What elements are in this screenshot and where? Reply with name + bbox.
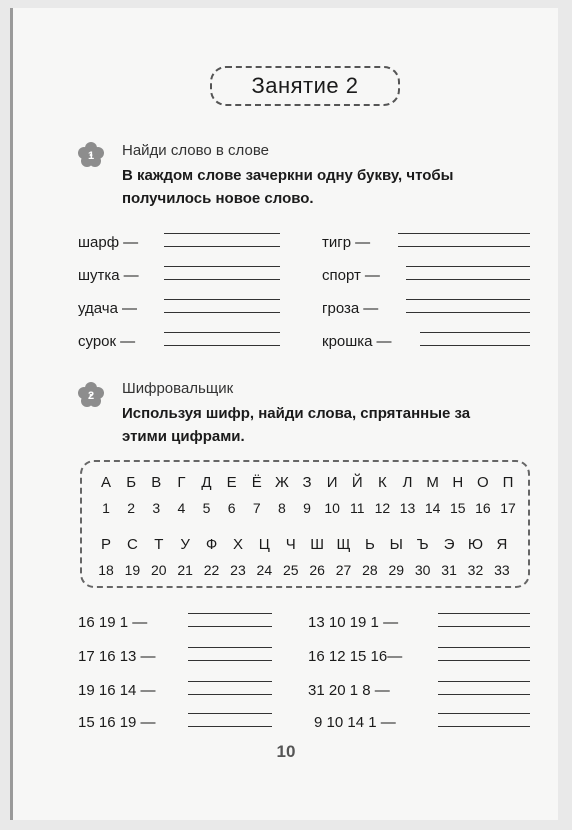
cipher-number: 1 bbox=[102, 500, 110, 516]
cipher-letters-row bbox=[96, 474, 518, 491]
page-title: Занятие 2 bbox=[210, 66, 400, 106]
cipher-letter: Ш bbox=[310, 536, 324, 553]
cipher-letter: Я bbox=[496, 536, 508, 553]
cipher-letter: Щ bbox=[336, 536, 351, 553]
cipher-number: 26 bbox=[309, 562, 325, 578]
task1-instructions: В каждом слове зачеркни одну букву, чтобы получилось новое слово. bbox=[122, 167, 454, 207]
cipher-letter: А bbox=[100, 474, 111, 491]
cipher-number: 17 bbox=[500, 500, 516, 516]
cipher-number: 16 bbox=[475, 500, 491, 516]
cipher-number: 22 bbox=[203, 562, 220, 578]
cipher-letter: Ц bbox=[258, 536, 270, 553]
cipher-letter: З bbox=[302, 474, 312, 491]
cipher-numbers-row bbox=[96, 562, 512, 578]
word-item: спорт — bbox=[322, 267, 380, 284]
cipher-letter: С bbox=[126, 536, 138, 553]
cipher-number: 7 bbox=[252, 500, 261, 516]
cipher-number: 8 bbox=[277, 500, 286, 516]
cipher-letter: Ж bbox=[274, 474, 289, 491]
cipher-number: 30 bbox=[414, 562, 431, 578]
cipher-number: 12 bbox=[374, 500, 391, 516]
cipher-number: 13 bbox=[399, 500, 416, 516]
cipher-number: 9 bbox=[303, 500, 311, 516]
word-item: тигр — bbox=[322, 234, 371, 251]
code-item: 19 16 14 — bbox=[78, 682, 156, 699]
cipher-number: 28 bbox=[362, 562, 378, 578]
cipher-number: 11 bbox=[349, 500, 365, 516]
word-item: шарф — bbox=[78, 234, 139, 251]
cipher-letter: К bbox=[378, 474, 387, 491]
cipher-letter: Л bbox=[402, 474, 413, 491]
cipher-letter: Б bbox=[126, 474, 137, 491]
cipher-number: 19 bbox=[124, 562, 141, 578]
cipher-letter: Ь bbox=[364, 536, 375, 553]
cipher-number: 29 bbox=[388, 562, 405, 578]
cipher-number: 14 bbox=[424, 500, 441, 516]
task-number: 2 bbox=[87, 390, 95, 402]
cipher-letter: М bbox=[426, 474, 439, 491]
page-number: 10 bbox=[276, 742, 296, 761]
cipher-letter: Т bbox=[154, 536, 164, 553]
code-item: 13 10 19 1 — bbox=[308, 614, 399, 631]
cipher-letter: Х bbox=[232, 536, 243, 553]
cipher-numbers-row bbox=[96, 500, 518, 516]
cipher-number: 31 bbox=[441, 562, 457, 578]
cipher-letter: Ю bbox=[467, 536, 484, 553]
cipher-number: 3 bbox=[152, 500, 161, 516]
cipher-number: 2 bbox=[127, 500, 136, 516]
task-number: 1 bbox=[87, 150, 95, 162]
cipher-number: 6 bbox=[227, 500, 236, 516]
cipher-letter: И bbox=[326, 474, 338, 491]
code-item: 16 12 15 16— bbox=[308, 648, 403, 665]
cipher-letters-row bbox=[96, 536, 512, 553]
cipher-number: 15 bbox=[449, 500, 466, 516]
cipher-number: 25 bbox=[282, 562, 299, 578]
word-item: удача — bbox=[78, 300, 137, 317]
cipher-letter: Н bbox=[452, 474, 464, 491]
cipher-number: 32 bbox=[467, 562, 484, 578]
cipher-letter: О bbox=[477, 474, 489, 491]
cipher-number: 18 bbox=[98, 562, 114, 578]
flower-icon bbox=[78, 382, 104, 408]
task2-heading: Шифровальщик bbox=[122, 380, 234, 397]
cipher-table bbox=[80, 460, 530, 588]
cipher-number: 33 bbox=[494, 562, 510, 578]
code-item: 16 19 1 — bbox=[78, 614, 148, 631]
cipher-number: 5 bbox=[202, 500, 211, 516]
code-item: 9 10 14 1 — bbox=[314, 714, 396, 731]
cipher-letter: У bbox=[180, 536, 190, 553]
cipher-number: 24 bbox=[256, 562, 273, 578]
flower-icon bbox=[78, 142, 104, 168]
code-item: 15 16 19 — bbox=[78, 714, 156, 731]
cipher-letter: Ъ bbox=[416, 536, 429, 553]
cipher-letter: П bbox=[502, 474, 514, 491]
word-item: крошка — bbox=[322, 333, 392, 350]
cipher-letter: Э bbox=[443, 536, 455, 553]
task1-heading: Найди слово в слове bbox=[122, 142, 269, 159]
word-item: сурок — bbox=[78, 333, 136, 350]
cipher-letter: Й bbox=[351, 474, 363, 491]
cipher-letter: Р bbox=[100, 536, 111, 553]
cipher-number: 23 bbox=[230, 562, 246, 578]
cipher-number: 27 bbox=[335, 562, 352, 578]
cipher-letter: Д bbox=[201, 474, 212, 491]
cipher-number: 20 bbox=[150, 562, 167, 578]
cipher-number: 4 bbox=[177, 500, 186, 516]
cipher-number: 21 bbox=[177, 562, 193, 578]
word-item: гроза — bbox=[322, 300, 379, 317]
code-item: 17 16 13 — bbox=[78, 648, 156, 665]
word-item: шутка — bbox=[78, 267, 139, 284]
cipher-letter: В bbox=[151, 474, 162, 491]
code-item: 31 20 1 8 — bbox=[308, 682, 390, 699]
cipher-letter: Е bbox=[226, 474, 237, 491]
cipher-letter: Ё bbox=[251, 474, 262, 491]
cipher-letter: Ф bbox=[205, 536, 218, 553]
cipher-number: 10 bbox=[324, 500, 340, 516]
task2-instructions: Используя шифр, найди слова, спрятанные за этими цифрами. bbox=[122, 405, 471, 445]
cipher-letter: Ч bbox=[285, 536, 296, 553]
cipher-letter: Ы bbox=[389, 536, 403, 553]
cipher-letter: Г bbox=[177, 474, 186, 491]
